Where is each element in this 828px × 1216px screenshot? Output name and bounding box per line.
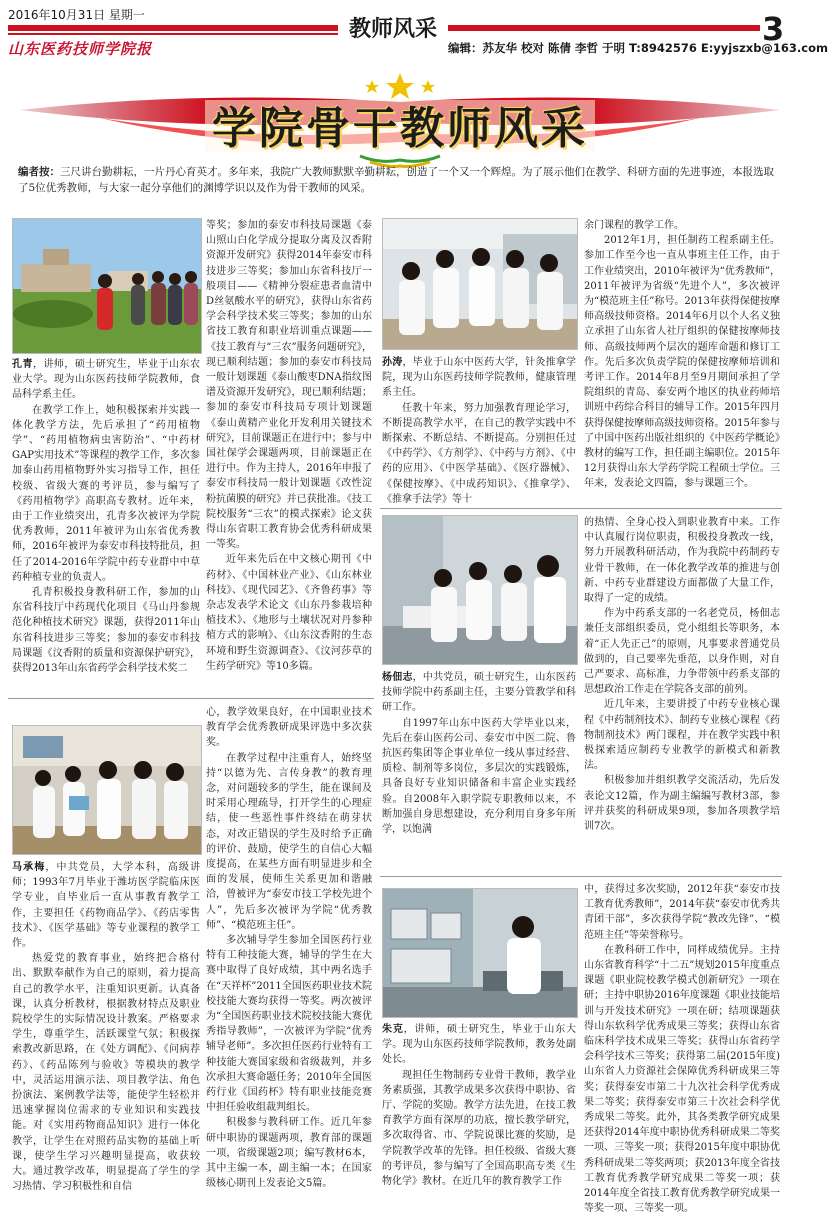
profile-name: 杨佃志 [382, 672, 413, 683]
profile-yang-dianzhi-col1: 杨佃志，中共党员，硕士研究生，山东医药技师学院中药系副主任，主要分管教学和科研工作。 自1997年山东中医药大学毕业以来，先后在泰山医药公司、泰安市中医二院、鲁抗医药集团等企事业单位一线从事过经营、质检、制剂等多岗位，多层次的实践锻炼，具备良好专业知识储备和丰富企业实践经验。自2008年入职学院专职教师以来，不断加强自身思想建设，充分利用自身多年所学，以饱满 [382, 672, 577, 836]
editor-note [18, 164, 782, 196]
divider [380, 508, 782, 509]
editor-note-text: 三尺讲台勤耕耘，一片丹心育英才。多年来，我院广大教师默默辛勤耕耘，创造了一个又一个辉煌。为了展示他们在教学、科研方面的先进事迹，本报选取了5位优秀教师，与大家一起分享他们的渊博学识以及作为骨干教师的风采。 [18, 166, 774, 194]
profile-zhu-ke-col2: 中，获得过多次奖励，2012年获“泰安市技工教育优秀教师”，2014年获“泰安市优秀共青团干部”，多次获得学院“教改先锋”、“模范班主任”等荣誉称号。 在教科研工作中，同样成绩优异。主持山东省教育科学“十二五”规划2015年度重点课题《职业院校教学模式创新研究》一项在研；主持中职协2016年度课题《职业技能培训与开发技术研究》一项在研；结项课题获得山东软科学优秀成果三等奖；获得山东省临床科学技术成果三等奖；获得山东省药学会科学技术三等奖；获得第二届(2015年度)山东省人力资源社会保障优秀科研成果三等奖；获得泰安市第二十九次社会科学优秀成果二等奖；获得泰安市第三十次社会科学优秀成果二等奖。此外，其各类教学研究成果还获得2014年度中职协优秀科研成果二等奖一项、三等奖一项；获得2015年度中职协优秀科研成果二等奖两项；获2013年度全省技工教育优秀教学研究成果二等奖一项；获2014年度全省技工教育优秀教学研究成果一等奖一项、三等奖一项。 [584, 884, 780, 1215]
profile-yang-dianzhi-col2: 的热情、全身心投入到职业教育中来。工作中认真履行岗位职责，积极投身教改一线，努力开展教科研活动，作为我院中药制药专业骨干教师，在一体化教学改革的推进与创新、中药专业群建设方面都做了大量工作，取得了一定的成绩。 作为中药系支部的一名老党员，杨佃志兼任支部组织委员，党小组组长等职务，本着“正人先正己”的原则，凡事要求普通党员做到的，自己要率先垂范，以身作则，对自己严要求、高标准，力争带领中药系支部的思想政治工作走在学院各支部的前列。 近几年来，主要讲授了中药专业核心课程《中药制剂技术》、制药专业核心课程《药物制剂技术》两门课程，并在教学实践中积极探索适应制药专业教学的新模式和新教法。 积极参加并组织教学交流活动，先后发表论文12篇，作为副主编编写教材3部，参评并获奖的科研成果9项，参加各项教学培训7次。 [584, 517, 780, 833]
photo-yang-dianzhi [382, 515, 578, 665]
editor-credits: 编辑：苏友华 校对 陈倩 李哲 于明 T:8942576 E:yyjszxb@163.com [448, 41, 828, 55]
profile-ma-chengmei-col1: 马承梅，中共党员，大学本科，高级讲师；1993年7月毕业于潍坊医学院临床医学专业，自毕业后一直从事教育教学工作，主要担任《药物商品学》、《药店零售技术》、《医学基础》等专业课程的教学工作。 热爱党的教育事业，始终把合格付出、默默奉献作为自己的原则，着力提高自己的教学水平，注重知识更新。认真备课，认真分析教材，根据教材特点及职业院校学生的实际情况设计教案。严格要求学生，尊重学生，活跃课堂气氛；积极探索教改新思路，在《处方调配》、《问病荐药》、《药品陈列与验收》等模块的教学中，灵活运用演示法、项目教学法、角色扮演法、案例教学法等，能使学生轻松并迅速掌握岗位需求的专业知识和实践技能。对《实用药物商品知识》进行一体化教学，让学生在对照药品实物的基础上听课，使学生学习兴趣明显提高，收获较大。通过教学改革，明显提高了学生的学习热情、学习积极性和自信 [12, 862, 200, 1193]
photo-ma-chengmei [12, 725, 202, 855]
banner-title: 学院骨干教师风采 [212, 103, 588, 154]
divider [380, 876, 782, 877]
header-rule-left-thin [8, 33, 338, 35]
profile-name: 朱克 [382, 1024, 404, 1035]
header-rule-right [448, 25, 760, 31]
issue-date: 2016年10月31日 星期一 [8, 8, 145, 22]
profile-zhu-ke-col1: 朱克，讲师，硕士研究生，毕业于山东大学。现为山东医药技师学院教师，教务处副处长。 现担任生物制药专业骨干教师，教学业务素质强，其教学成果多次获得中职协、省厅、学院的奖励。教学方法先进，在技工教育教学方面有深厚的功底，擅长教学研究，多次取得省、市、学院说课比赛的奖励，是学院教学改革的先锋。担任校级、省级大赛的考评员，参与编写了全国高职高专类《生物化学》教材。在近几年的教育教学工作 [382, 1024, 577, 1188]
profile-kong-qing-col1: 孔青，讲师，硕士研究生，毕业于山东农业大学。现为山东医药技师学院教师，食品科学系主任。 在教学工作上，她积极探索并实践一体化教学方法，先后承担了“药用植物学”、“药用植物病虫害防治”、“中药材GAP实用技术”等课程的教学工作，多次参加泰山药用植物野外实习指导工作，担任校级、省级大赛的考评员，参与编写了《药用植物学》高职高专教材。近年来，由于工作业绩突出，孔青多次被评为学院优秀教师，2011年被评为山东省优秀教师，2016年被评为泰安市科技特批员，担任了2014-2016年学院中药专业群中中草药种植专业的负责人。 孔青积极投身教科研工作，参加的山东省科技厅中药现代化项目《马山丹参规范化种植技术研究》课题，获得2011年山东省科技进步三等奖；参加的泰安市科技局课题《汶香附的质量和资源保护研究》，获得2013年山东省药学会科学技术奖二 [12, 359, 201, 675]
profile-sun-tao-col2: 余门课程的教学工作。 2012年1月，担任制药工程系副主任。参加工作至今也一直从事班主任工作，由于工作业绩突出，2010年被评为“优秀教师”，2011年被评为省级“先进个人”，多次被评为“模范班主任”称号。2013年获得保健按摩师高级技师资格。2014年6月以个人名义独立承担了山东省人社厅组织的保健按摩师技师、高级技师两个层次的题库命题和修订工作。先后多次负责学院的保健按摩师培训和考评工作。2014年8月至9月期间承担了学院组织的青岛、泰安两个地区的执业药师培训班中药综合科目的辅导工作。2015年四月获得保健按摩师高级技师资格。2015年参与了中国中医药出版社组织的《中医药学概论》教材的编写工作，担任副主编职位。2015年12月获得山东大学药学院工程硕士学位。三年来，发表论文四篇，参与课题三个。 [584, 220, 780, 490]
editor-note-label: 编者按： [18, 166, 60, 178]
photo-kong-qing [12, 218, 202, 354]
photo-sun-tao [382, 218, 578, 350]
section-title: 教师风采 [348, 16, 437, 42]
masthead-logo: 山东医药技师学院报 [8, 40, 153, 58]
profile-name: 孔青 [12, 359, 33, 370]
profile-name: 马承梅 [12, 862, 46, 873]
header-rule-left [8, 25, 338, 31]
divider [8, 698, 374, 699]
page-number: 3 [762, 10, 785, 48]
profile-name: 孙涛 [382, 357, 403, 368]
profile-sun-tao-col1: 孙涛，毕业于山东中医药大学，针灸推拿学院，现为山东医药技师学院教师，健康管理系主任。 任教十年来，努力加强教育理论学习，不断提高教学水平，在自己的教学实践中不断探索、不断总结、不断提高。分别担任过《中药学》、《方剂学》、《中药与方剂》、《中药的应用》、《中医学基础》、《医疗器械》、《保健按摩》、《中成药知识》、《推拿学》、《推拿手法学》等十 [382, 357, 577, 505]
profile-ma-chengmei-col2: 心，教学效果良好，在中国职业技术教育学会优秀教研成果评选中多次获奖。 在教学过程中注重育人，始终坚持“以德为先、言传身教”的教育理念，对问题较多的学生，能在课间及时采用心理疏导，打开学生的心理症结，使一些恶性事件终结在萌芽状态，对改正错误的学生及时给予正确的评价、鼓励，使学生的自信心大幅度提高，在某些方面有明显进步和全面的发展，使师生关系更加和谐融洽，曾被评为“泰安市技工学校先进个人”，先后多次被评为学院“优秀教师”、“模范班主任”。 多次辅导学生参加全国医药行业特有工种技能大赛，辅导的学生在大赛中取得了良好成绩，其中两名选手在“天祥杯”2011全国医药职业技术院校技能大赛均获得一等奖。两次被评为“全国医药职业技术院校技能大赛优秀指导教师”，一次被评为学院“优秀辅导老师”。多次担任医药行业特有工种技能大赛国家级和省级裁判，并多次承担大赛命题任务；2010年全国医药行业《国药杯》特有职业技能竞赛中担任验收组裁判组长。 积极参与教科研工作。近几年参研中职协的课题两项，教育部的课题一项，省级课题2项；编写教材6本，其中主编一本，副主编一本；在国家级核心期刊上发表论文5篇。 [206, 707, 372, 1190]
profile-kong-qing-col2: 等奖；参加的泰安市科技局课题《泰山照山白化学成分提取分离及汉香附资源开发研究》获得2014年泰安市科技进步三等奖；参加山东省科技厅一般项目——《精神分裂症患者血清中D丝氨酸水平的研究》，获得山东省药学会科学技术奖三等奖；参加的山东省技工教育和职业培训重点课题——《技工教育与“三农”服务问题研究》，现已顺利结题；参加的泰安市科技局一般计划课题《泰山酸枣DNA指纹图谱及资源开发研究》，现已顺利结题；参加的泰安市科技局专项计划课题《泰山黄精产业化开发利用关键技术研究》，目前课题正在进行中；参与中国社保学会课题两项，目前课题正在进行中。作为主持人，2016年申报了泰安市科技局一般计划课题《改性淀粉抗菌膜的研究》并已获批准。《技工院校服务“三农”的模式探索》论文获得山东省职工教育协会优秀科研成果一等奖。 近年来先后在中文核心期刊《中药材》、《中国林业产业》、《山东林业科技》、《现代园艺》、《齐鲁药事》等杂志发表学术论文《山东丹参栽培种植技术》、《地形与土壤状况对丹参种植方式的影响》、《山东汶香附的生态环境和野生资源调查》、《汶河莎草的生药学研究》等10多篇。 [206, 220, 372, 672]
photo-zhu-ke [382, 888, 578, 1018]
